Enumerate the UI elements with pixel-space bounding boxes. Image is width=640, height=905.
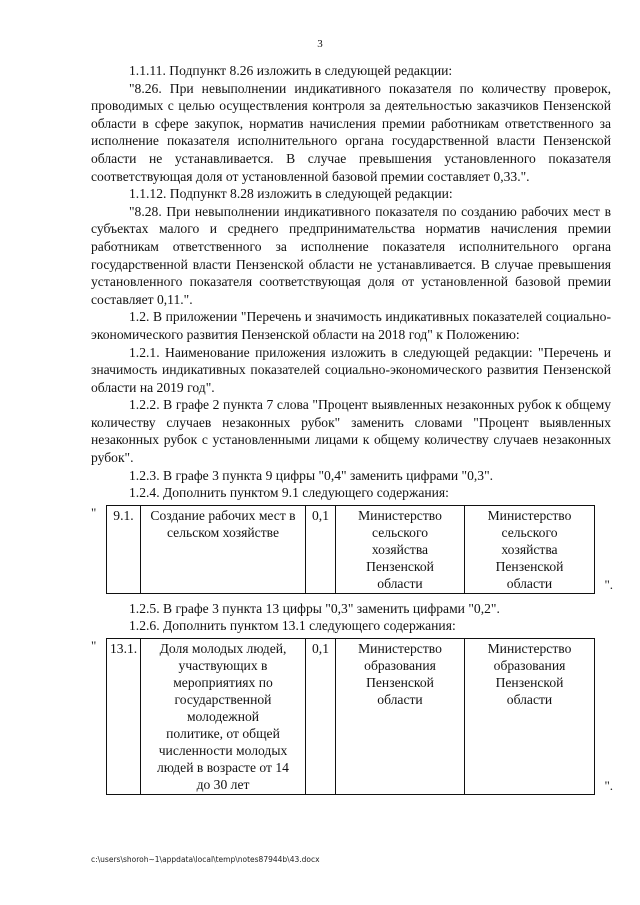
table-13-1: [106, 638, 595, 795]
cell-value: 0,1: [306, 505, 336, 593]
quote-close: ".: [604, 778, 613, 794]
table-row: [107, 505, 595, 593]
cell-num: 13.1.: [107, 639, 141, 795]
paragraph-1-1-12: 1.1.12. Подпункт 8.28 изложить в следующей редакции:: [129, 186, 453, 202]
page-number: 3: [317, 38, 323, 50]
cell-value: 0,1: [306, 639, 336, 795]
cell-name: Доля молодых людей, участвующих в мероприятиях по государственной молодежной политике, от общей численности молодых людей в возрасте от 14 до 30 лет: [141, 639, 306, 795]
paragraph-1-2-1: 1.2.1. Наименование приложения изложить в следующей редакции: "Перечень и значимость индикативных показателей социально-экономического развития Пензенской области на 2019 год".: [91, 344, 611, 395]
insert-table-13-1: [91, 638, 611, 795]
cell-org1: Министерство образования Пензенской области: [336, 639, 465, 795]
paragraph-1-2-4: 1.2.4. Дополнить пунктом 9.1 следующего содержания:: [129, 485, 449, 501]
cell-org2: Министерство сельского хозяйства Пензенской области: [465, 505, 595, 593]
quote-open: ": [91, 504, 97, 520]
cell-org1: Министерство сельского хозяйства Пензенской области: [336, 505, 465, 593]
quote-open: ": [91, 638, 97, 654]
paragraph-1-2-3: 1.2.3. В графе 3 пункта 9 цифры "0,4" заменить цифрами "0,3".: [129, 467, 494, 483]
cell-name: Создание рабочих мест в сельском хозяйстве: [141, 505, 306, 593]
paragraph-1-2: 1.2. В приложении "Перечень и значимость индикативных показателей социально-экономического развития Пензенской области на 2018 год" к Положению:: [91, 309, 611, 342]
paragraph-8-28: "8.28. При невыполнении индикативного показателя по созданию рабочих мест в субъектах малого и среднего предпринимательства норматив начисления премии работникам ответственного за исполнение показателя исполнительного органа государственной власти Пензенской области не устанавливается. В случае превышения установленного показателя соответствующая доля от установленной базовой премии составляет 0,11.".: [91, 203, 611, 307]
paragraph-1-1-11: 1.1.11. Подпункт 8.26 изложить в следующей редакции:: [129, 63, 453, 78]
cell-org2: Министерство образования Пензенской области: [465, 639, 595, 795]
cell-num: 9.1.: [107, 505, 141, 593]
paragraph-1-2-6: 1.2.6. Дополнить пунктом 13.1 следующего содержания:: [129, 618, 456, 634]
paragraph-1-2-5: 1.2.5. В графе 3 пункта 13 цифры "0,3" заменить цифрами "0,2".: [129, 600, 500, 616]
table-9-1: [106, 505, 595, 594]
insert-table-9-1: [91, 505, 611, 594]
table-row: [107, 639, 595, 795]
document-body: [91, 62, 611, 801]
footer-file-path: c:\users\shoroh~1\appdata\local\temp\notes87944b\43.docx: [91, 855, 320, 864]
quote-close: ".: [604, 577, 613, 593]
paragraph-1-2-2: 1.2.2. В графе 2 пункта 7 слова "Процент выявленных незаконных рубок к общему количеству случаев незаконных рубок" заменить словами "Процент выявленных незаконных рубок с установленными лицами к общему количеству случаев незаконных рубок".: [91, 397, 611, 466]
paragraph-8-26: "8.26. При невыполнении индикативного показателя по количеству проверок, проводимых с целью осуществления контроля за деятельностью заказчиков Пензенской области в сфере закупок, норматив начисления премии работникам ответственного за исполнение показателя исполнительного органа государственной власти Пензенской области не устанавливается. В случае превышения установленного показателя соответствующая доля от установленной базовой премии составляет 0,33.".: [91, 80, 611, 184]
